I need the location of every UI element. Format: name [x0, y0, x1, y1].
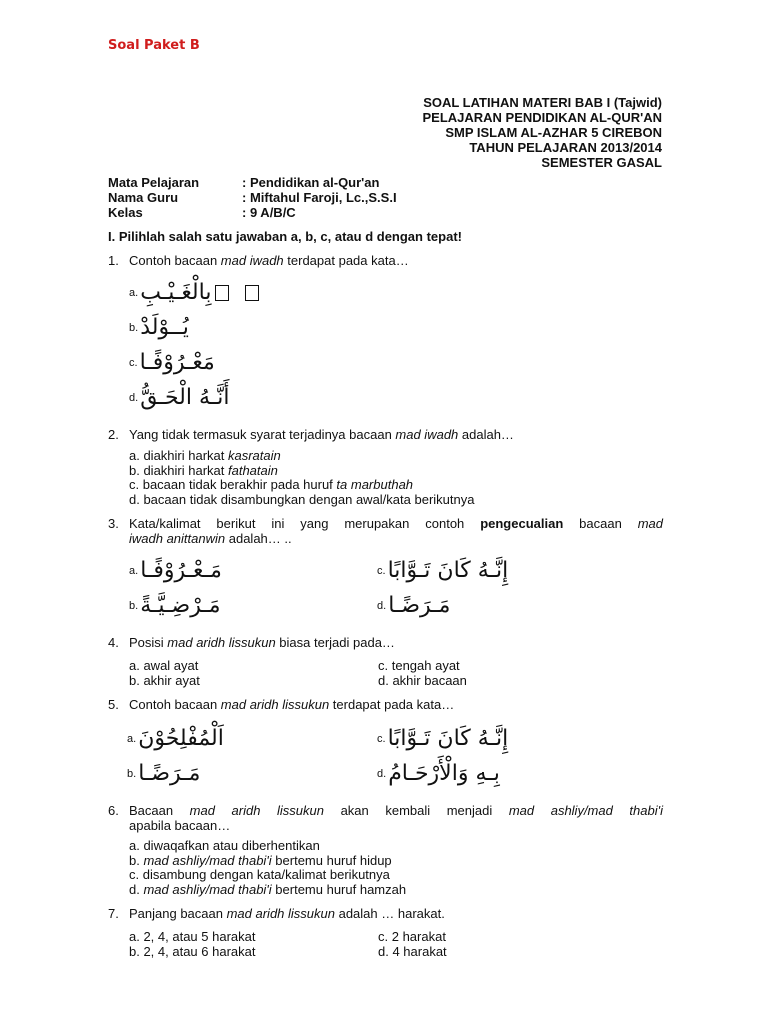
header-line: SMP ISLAM AL-AZHAR 5 CIREBON [445, 125, 662, 140]
option: b. akhir ayat [129, 672, 200, 688]
q5-option-d [377, 761, 500, 786]
arabic-text: مَـعْـرُوْفًـا [140, 558, 222, 583]
instruction: I. Pilihlah salah satu jawaban a, b, c, atau d dengan tepat! [108, 229, 462, 244]
question-term: mad [637, 516, 663, 531]
option-letter: c. [129, 356, 138, 369]
question-2 [108, 427, 663, 442]
question-term: mad aridh lissukun [220, 697, 330, 712]
q3-option-b [129, 593, 221, 618]
question-text: bacaan [563, 516, 638, 531]
document-header [422, 95, 662, 170]
option-text: d. [129, 881, 144, 897]
option-text: a. diakhiri harkat [129, 448, 228, 463]
q5-option-b [127, 761, 200, 786]
header-line: SOAL LATIHAN MATERI BAB I (Tajwid) [423, 95, 662, 110]
option-text: bertemu huruf hamzah [271, 881, 407, 897]
option-letter: c. [377, 732, 386, 745]
q3-option-a [129, 558, 222, 583]
question-text: Contoh bacaan [129, 697, 221, 712]
q1-option-c [129, 350, 215, 375]
arabic-text: بِالْغَـيْـبِ [140, 280, 212, 305]
question-number: 2. [108, 427, 119, 442]
option-text: bertemu huruf hidup [271, 852, 392, 868]
meta-key: Kelas [108, 205, 143, 220]
option [129, 464, 474, 479]
meta-info [108, 175, 397, 220]
option-letter: b. [127, 767, 137, 780]
question-7 [108, 906, 663, 921]
q1-option-b [129, 315, 189, 340]
option-text: b. diakhiri harkat [129, 462, 228, 478]
question-5 [108, 697, 663, 712]
arabic-text: مَعْـرُوْفًـا [139, 350, 215, 375]
question-text: akan kembali menjadi [324, 803, 509, 818]
question-term: mad aridh lissukun [167, 635, 276, 650]
option: a. diwaqafkan atau diberhentikan [129, 838, 320, 853]
question-text: Posisi [129, 635, 168, 650]
option: d. 4 harakat [378, 943, 447, 959]
arabic-text: اَلْمُفْلِحُوْنَ [138, 726, 224, 751]
header-line: SEMESTER GASAL [541, 155, 662, 170]
question-text: Panjang bacaan [129, 906, 227, 921]
question-term: mad ashliy/mad thabi'i [508, 803, 663, 818]
arabic-text: مَـرَضًـا [138, 761, 201, 786]
header-line: TAHUN PELAJARAN 2013/2014 [469, 140, 662, 155]
question-6 [108, 803, 663, 833]
arabic-text: مَـرْضِـيَّـةً [140, 593, 221, 618]
question-text: Contoh bacaan [129, 253, 221, 268]
option [129, 449, 474, 464]
question-text: Yang tidak termasuk syarat terjadinya bacaan [129, 427, 396, 442]
question-text: Bacaan [129, 803, 190, 818]
question-number: 3. [108, 516, 119, 531]
option: d. akhir bacaan [378, 672, 467, 688]
q6-options [129, 839, 406, 897]
question-text: adalah… [458, 427, 514, 442]
option-letter: d. [377, 599, 387, 612]
option-letter: d. [129, 391, 139, 404]
q3-option-d [377, 593, 450, 618]
meta-value: : 9 A/B/C [242, 205, 296, 220]
arabic-text: يُــوْلَدْ [140, 315, 189, 340]
arabic-text: مَـرَضًـا [388, 593, 451, 618]
option-text: b. [129, 852, 144, 868]
question-term: mad iwadh [395, 427, 459, 442]
option-term: ta marbuthah [336, 477, 414, 492]
option: c. tengah ayat [378, 658, 460, 673]
option: a. 2, 4, atau 5 harakat [129, 929, 256, 944]
option: a. awal ayat [129, 658, 199, 673]
question-3 [108, 516, 663, 546]
question-number: 1. [108, 253, 119, 268]
question-bold: pengecualian [480, 516, 564, 531]
option: d. bacaan tidak disambungkan dengan awal/kata berikutnya [129, 491, 475, 507]
option-letter: a. [127, 732, 137, 745]
option [129, 883, 406, 898]
meta-key: Mata Pelajaran [108, 175, 200, 190]
question-text: terdapat pada kata… [329, 697, 455, 712]
question-text: adalah … harakat. [334, 906, 445, 921]
meta-value: : Pendidikan al-Qur'an [242, 175, 380, 190]
option: c. disambung dengan kata/kalimat berikutnya [129, 867, 390, 882]
option-term: mad ashliy/mad thabi'i [143, 852, 272, 868]
question-text: biasa terjadi pada… [275, 635, 395, 650]
question-1 [108, 253, 663, 268]
square-glyph-icon [245, 285, 259, 301]
option: b. 2, 4, atau 6 harakat [129, 943, 256, 959]
question-term: mad aridh lissukun [189, 803, 324, 818]
option [129, 478, 474, 493]
q1-option-d [129, 385, 229, 410]
q3-option-c [377, 558, 508, 583]
question-text: Kata/kalimat berikut ini yang merupakan contoh [129, 516, 481, 531]
question-text: apabila bacaan… [129, 818, 231, 833]
question-text: terdapat pada kata… [283, 253, 409, 268]
question-term: mad iwadh [220, 253, 284, 268]
meta-value: : Miftahul Faroji, Lc.,S.S.I [242, 190, 397, 205]
option-term: kasratain [228, 448, 281, 463]
question-4 [108, 635, 663, 650]
arabic-text: بِـهِ وَالْأَرْحَـامُ [388, 761, 500, 786]
q4-options-right [378, 659, 678, 688]
q1-option-a [129, 280, 259, 305]
option-letter: d. [377, 767, 387, 780]
question-number: 7. [108, 906, 119, 921]
option: c. 2 harakat [378, 929, 446, 944]
option [129, 854, 406, 869]
q2-options [129, 449, 474, 507]
option-term: mad ashliy/mad thabi'i [143, 881, 272, 897]
option-letter: a. [129, 286, 139, 299]
arabic-text: إِنَّـهُ كَانَ تَـوَّابًا [387, 558, 509, 583]
meta-key: Nama Guru [108, 190, 179, 205]
option-letter: b. [129, 599, 139, 612]
arabic-text: إِنَّـهُ كَانَ تَـوَّابًا [387, 726, 509, 751]
question-text: adalah… .. [225, 531, 292, 546]
option-letter: c. [377, 564, 386, 577]
question-number: 6. [108, 803, 119, 818]
option-term: fathatain [228, 462, 278, 478]
q5-option-a [127, 726, 224, 751]
question-number: 5. [108, 697, 119, 712]
square-glyph-icon [215, 285, 229, 301]
q7-options-right [378, 930, 678, 959]
arabic-text: أَنَّـهُ الْحَـقُّ [140, 385, 230, 410]
option-letter: b. [129, 321, 139, 334]
question-term: iwadh anittanwin [129, 531, 226, 546]
question-term: mad aridh lissukun [226, 906, 335, 921]
q5-option-c [377, 726, 508, 751]
question-number: 4. [108, 635, 119, 650]
header-line: PELAJARAN PENDIDIKAN AL-QUR'AN [422, 110, 662, 125]
paket-label: Soal Paket B [108, 38, 200, 53]
option-letter: a. [129, 564, 139, 577]
option-text: c. bacaan tidak berakhir pada huruf [129, 477, 337, 492]
